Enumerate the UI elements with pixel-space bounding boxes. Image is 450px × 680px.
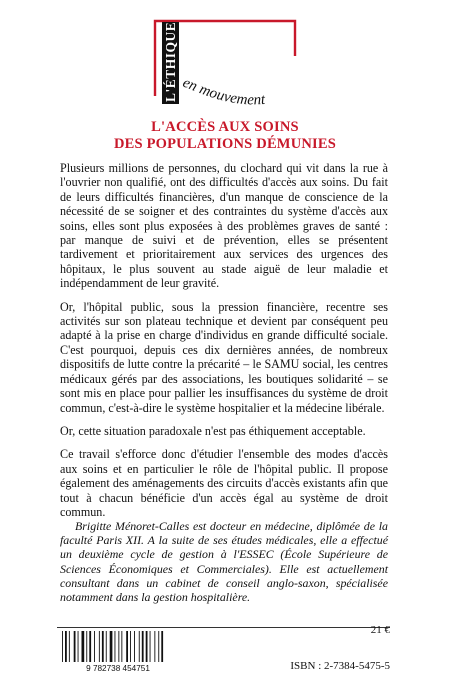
series-logo-graphic [152,18,298,116]
barcode-bar [130,631,131,662]
barcode-bar [89,631,91,662]
barcode-bar [82,631,85,662]
barcode-bar [126,631,128,662]
barcode-graphic [60,631,176,673]
series-subtitle: en mouvement [180,74,266,109]
barcode-bar [106,631,107,662]
barcode-bar [86,631,87,662]
book-title-line-2: DES POPULATIONS DÉMUNIES [113,136,337,152]
summary-paragraph: Ce travail s'efforce donc d'étudier l'ensemble des modes d'accès aux soins et en particulier le rôle de l'hôpital public. Il propose également des aménagements des circuits d'accès existants afin que tout à chacun bénéficie d'un accès égal au système de droit commun. [60,447,388,519]
book-title [0,119,450,153]
barcode-bar [115,631,116,662]
barcode-bar [62,631,63,662]
barcode-bar [102,631,104,662]
barcode [60,631,176,673]
author-bio [60,519,388,604]
series-name: L'ÉTHIQUE [163,21,178,102]
barcode-bar [94,631,95,662]
barcode-bar [150,631,151,662]
barcode-bar [154,631,155,662]
barcode-bar [110,631,113,662]
barcode-bar [69,631,70,662]
barcode-bar [74,631,76,662]
book-title-line-1: L'ACCÈS AUX SOINS [151,119,299,135]
barcode-bar [139,631,140,662]
barcode-bar [158,631,159,662]
isbn: ISBN : 2-7384-5475-5 [290,660,390,672]
footer-divider [57,627,390,628]
barcode-bar [118,631,119,662]
barcode-number: 9 782738 454751 [86,664,150,673]
barcode-bar [161,631,163,662]
barcode-bar [134,631,135,662]
summary-paragraph: Or, l'hôpital public, sous la pression financière, recentre ses activités sur son plateau technique et devient par conséquent peu adapté à la prise en charge d'individus en grande difficulté sociale. C'est pourquoi, depuis ces dix dernières années, de nombreux dispositifs de lutte contre la précarité – le SAMU social, les centres médicaux gérés par des associations, les boutiques solidarité – se sont mis en place pour pallier les insuffisances du système de droit commun, c'est-à-dire le système hospitalier et la médecine libérale. [60,299,388,415]
series-logo [152,18,298,116]
barcode-bar [142,631,144,662]
barcode-bar [146,631,148,662]
barcode-bar [78,631,79,662]
author-bio-text: Brigitte Ménoret-Calles est docteur en médecine, diplômée de la faculté Paris XII. A la suite de ses études médicales, elle a effectué un deuxième cycle de gestion à l'ESSEC (École Supérieure de Sciences Économiques et Commerciales). Elle est actuellement consultant dans un cabinet de conseil anglo-saxon, spécialisée notamment dans la gestion hospitalière. [60,519,388,605]
barcode-bar [121,631,122,662]
price: 21 € [370,624,390,636]
barcode-bar [99,631,100,662]
barcode-bar [65,631,67,662]
back-cover-summary [60,161,388,528]
summary-paragraph: Plusieurs millions de personnes, du clochard qui vit dans la rue à l'ouvrier non qualifié, ont des difficultés d'accès aux soins. Du fait de leurs difficultés financières, d'un manque de conscience de la nécessité de se soigner et des contraintes du système d'accès aux soins, elles sont plus exposées à des problèmes graves de santé : par manque de suivi et de prévention, elles se présentent tardivement et prioritairement aux services des urgences des hôpitaux, le plus souvent au stade aiguë de leur maladie et indépendamment de leur gravité. [60,161,388,291]
summary-paragraph: Or, cette situation paradoxale n'est pas éthiquement acceptable. [60,423,366,438]
